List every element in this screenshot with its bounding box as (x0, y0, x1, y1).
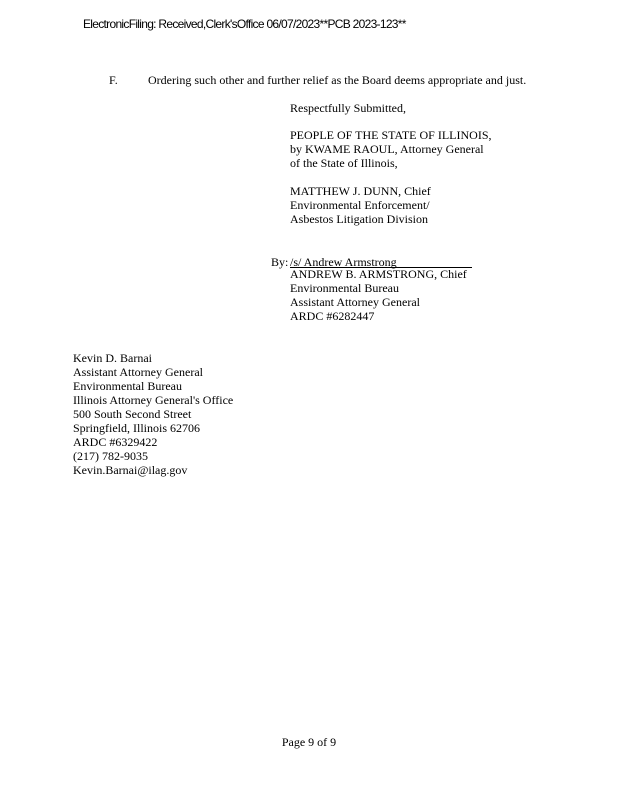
filing-stamp: ElectronicFiling: Received,Clerk'sOffice 06/07/2023**PCB 2023-123** (83, 17, 406, 31)
counsel-line: ARDC #6329422 (73, 435, 158, 449)
counsel-line: Springfield, Illinois 62706 (73, 421, 200, 435)
counsel-line: 500 South Second Street (73, 407, 192, 421)
people-line: by KWAME RAOUL, Attorney General (290, 142, 484, 156)
signer-line: Environmental Bureau (290, 281, 399, 295)
signer-line: ANDREW B. ARMSTRONG, Chief (290, 267, 467, 281)
page-number: Page 9 of 9 (281, 735, 337, 749)
counsel-line: Kevin D. Barnai (73, 351, 152, 365)
counsel-line: Illinois Attorney General's Office (73, 393, 234, 407)
counsel-line: (217) 782-9035 (73, 449, 148, 463)
signer-line: Assistant Attorney General (290, 295, 420, 309)
people-line: PEOPLE OF THE STATE OF ILLINOIS, (290, 128, 492, 142)
closing-phrase: Respectfully Submitted, (290, 101, 406, 115)
division-line: Environmental Enforcement/ (290, 198, 430, 212)
signed-name: /s/ Andrew Armstrong (290, 255, 397, 269)
counsel-line: Assistant Attorney General (73, 365, 203, 379)
counsel-block (73, 351, 233, 477)
signer-line: ARDC #6282447 (290, 309, 375, 323)
counsel-line: Environmental Bureau (73, 379, 182, 393)
counsel-email: Kevin.Barnai@ilag.gov (73, 463, 188, 477)
by-label: By: (271, 255, 289, 269)
relief-item-letter: F. (109, 73, 118, 87)
division-line: Asbestos Litigation Division (290, 212, 428, 226)
relief-item-text: Ordering such other and further relief as the Board deems appropriate and just. (148, 73, 527, 87)
signer-block (290, 267, 467, 323)
division-block (290, 184, 431, 226)
division-line: MATTHEW J. DUNN, Chief (290, 184, 431, 198)
people-block (290, 128, 492, 170)
people-line: of the State of Illinois, (290, 156, 398, 170)
